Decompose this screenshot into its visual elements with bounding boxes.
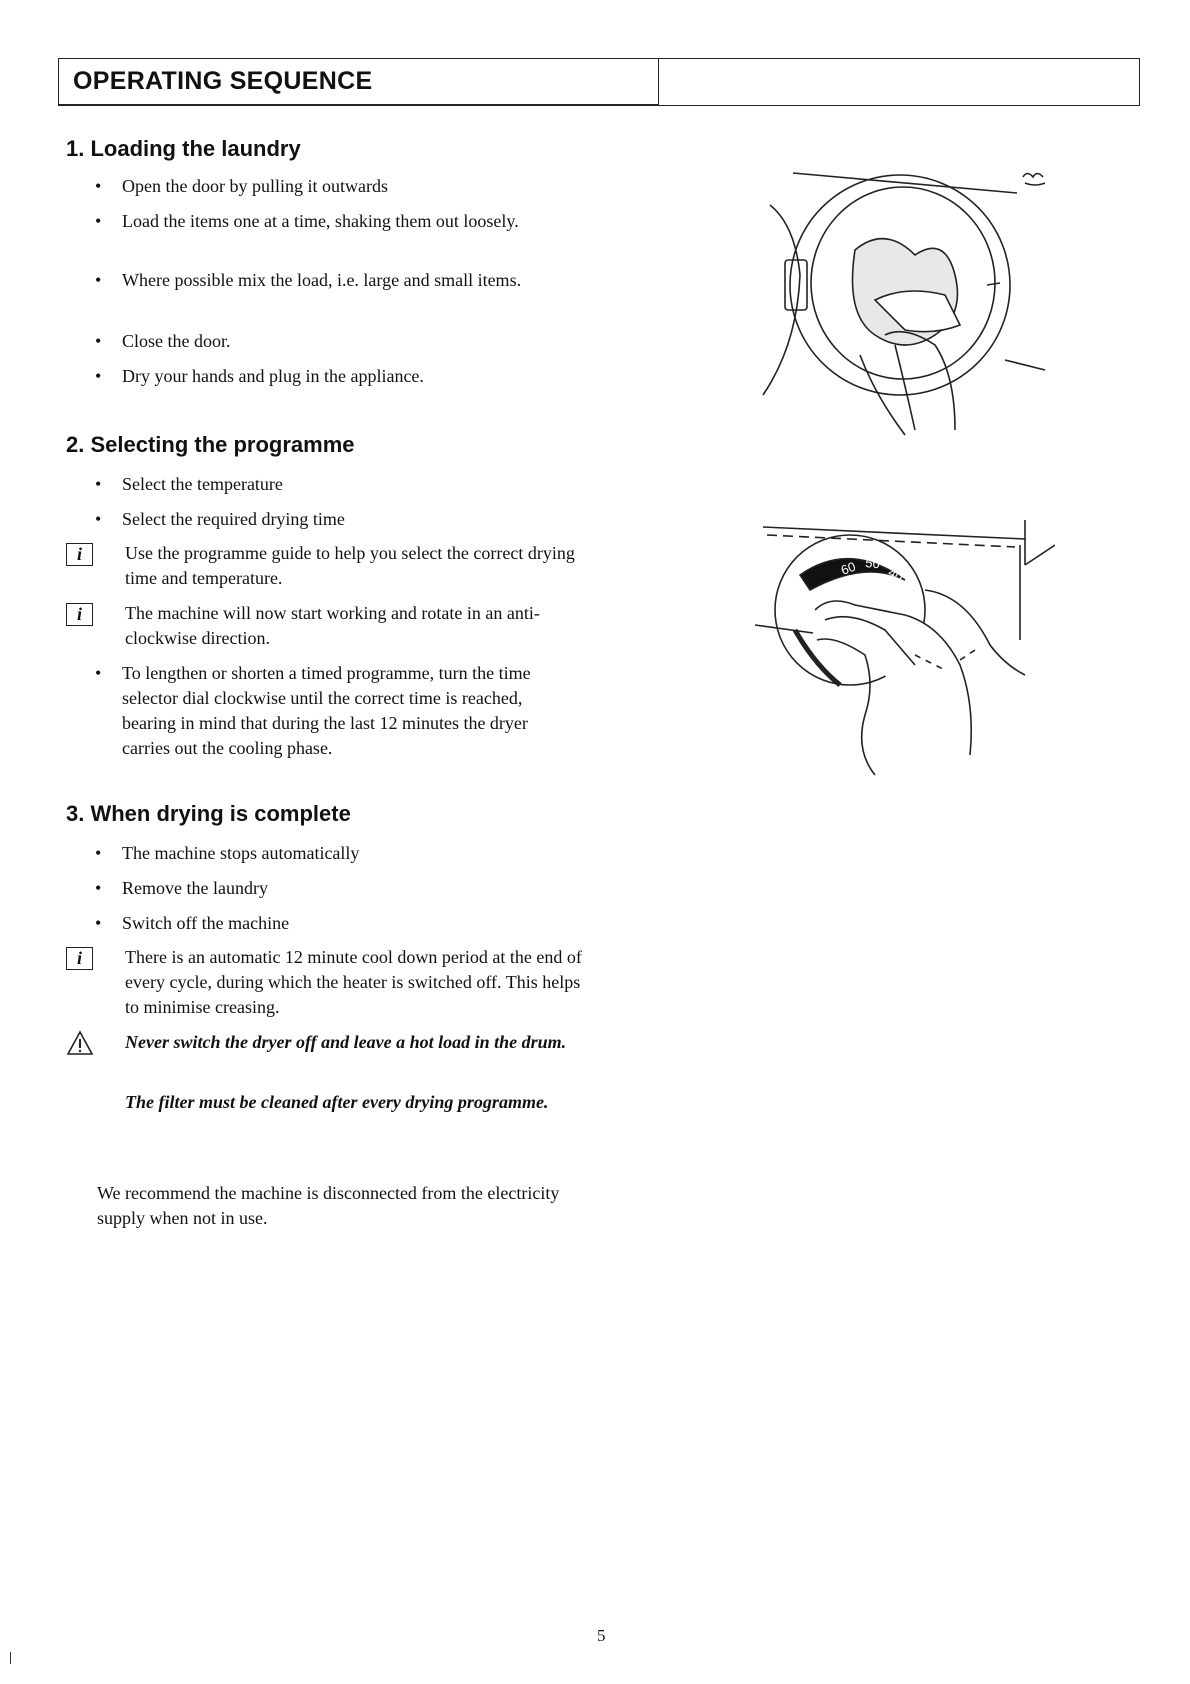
bullet-icon: • [95, 663, 102, 683]
list-item: • Load the items one at a time, shaking them out loosely. [95, 209, 575, 234]
temperature-symbol-icon [1023, 174, 1045, 186]
dryer-side-curve [763, 205, 800, 395]
warning-icon [66, 1030, 94, 1056]
info-note: i The machine will now start working and rotate in an anti-clockwise direction. [66, 601, 586, 651]
warning-note [66, 1030, 586, 1055]
bullet-icon: • [95, 913, 102, 933]
list-item: • Dry your hands and plug in the appliance. [95, 364, 575, 389]
panel-lower-edge [755, 625, 813, 633]
info-note: i There is an automatic 12 minute cool down period at the end of every cycle, during which the heater is switched off. This helps to minimise creasing. [66, 945, 586, 1020]
info-note: i Use the programme guide to help you select the correct drying time and temperature. [66, 541, 586, 591]
list-item: • Select the temperature [95, 472, 575, 497]
section-2-heading: 2. Selecting the programme [66, 432, 355, 457]
list-item: • Open the door by pulling it outwards [95, 174, 575, 199]
title-tab [59, 59, 659, 105]
dryer-top-edge [793, 173, 1017, 193]
warning-text: The filter must be cleaned after every drying programme. [125, 1092, 549, 1112]
warning-text: Never switch the dryer off and leave a hot load in the drum. [125, 1032, 567, 1052]
bullet-icon: • [95, 366, 102, 386]
footer-paragraph: We recommend the machine is disconnected from the electricity supply when not in use. [97, 1183, 560, 1228]
dial-label: 60 [838, 558, 858, 578]
bullet-icon: • [95, 474, 102, 494]
dial-label: 50 [864, 555, 881, 572]
bullet-icon: • [95, 176, 102, 196]
door-handle [785, 260, 807, 310]
info-icon: i [66, 543, 93, 566]
margin-mark [10, 1652, 11, 1664]
bullet-icon: • [95, 878, 102, 898]
list-item: • Remove the laundry [95, 876, 575, 901]
list-item: • Switch off the machine [95, 911, 575, 936]
hand-fingers [815, 601, 971, 755]
loading-laundry-illustration [755, 165, 1055, 440]
warning-note [66, 1090, 586, 1115]
arm-lines [860, 332, 955, 435]
info-icon: i [66, 603, 93, 626]
bullet-icon: • [95, 509, 102, 529]
info-icon: i [66, 947, 93, 970]
section-3-heading: 3. When drying is complete [66, 801, 351, 826]
bullet-icon: • [95, 843, 102, 863]
bullet-icon: • [95, 270, 102, 290]
section-1-heading: 1. Loading the laundry [66, 136, 301, 161]
list-item: • The machine stops automatically [95, 841, 575, 866]
list-item: • To lengthen or shorten a timed programme, turn the time selector dial clockwise until the correct time is reached, bearing in mind that during the last 12 minutes the dryer carries out the cooling phase. [95, 663, 531, 758]
list-item: • Select the required drying time [95, 507, 575, 532]
list-item: • Where possible mix the load, i.e. large and small items. [95, 268, 575, 293]
dial-selection-illustration [755, 515, 1055, 780]
page-number: 5 [597, 1626, 606, 1645]
page-title: OPERATING SEQUENCE [73, 67, 373, 95]
title-frame [58, 58, 1140, 106]
bullet-icon: • [95, 331, 102, 351]
dial-label: 40 [885, 564, 906, 585]
list-item: • Close the door. [95, 329, 575, 354]
bullet-icon: • [95, 211, 102, 231]
